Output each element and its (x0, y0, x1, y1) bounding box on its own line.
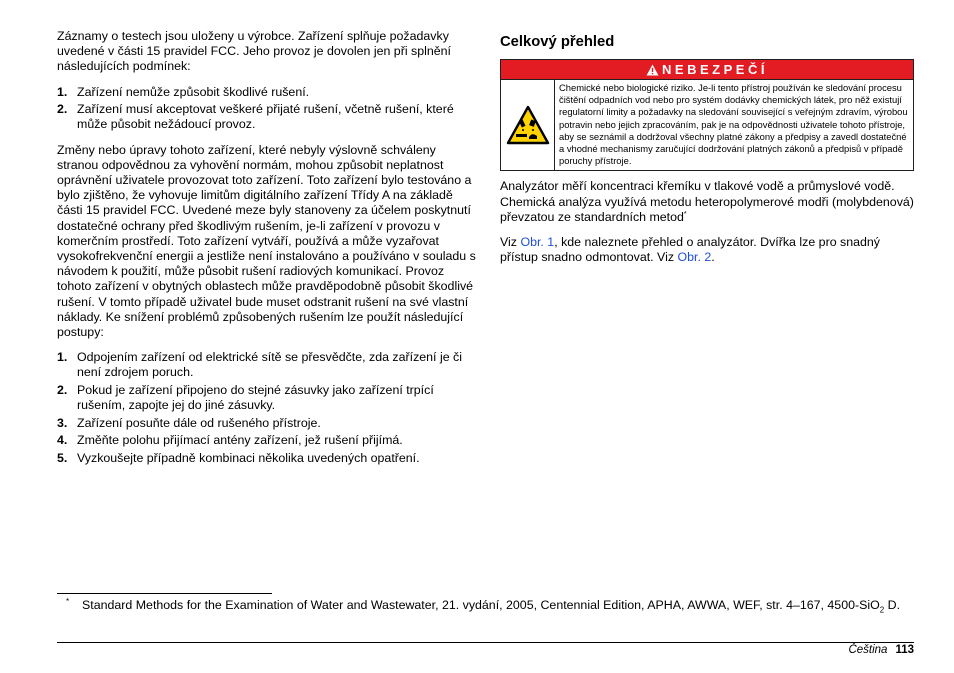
figure-1-link[interactable]: Obr. 1 (520, 235, 555, 250)
overview-text: . (711, 250, 715, 265)
footnote (66, 598, 906, 618)
footnote-ref: * (683, 210, 687, 218)
danger-header (501, 60, 913, 80)
footnote-mark: * (66, 597, 70, 606)
footnote-text-end: D. (884, 598, 901, 612)
list-number: 2. (57, 102, 68, 117)
left-column (57, 29, 477, 476)
footnote-text (66, 598, 906, 618)
footer-language: Čeština (848, 644, 888, 656)
list-number: 5. (57, 450, 68, 465)
overview-text: , kde naleznete přehled o analyzátor. Dvířka lze pro snadný přístup snadno odmontovat. Viz (500, 235, 880, 265)
list-text: Vyzkoušejte případně kombinaci několika uvedených opatření. (77, 450, 420, 465)
list-text: Zařízení posuňte dále od rušeného přístroje. (77, 415, 321, 430)
list-number: 4. (57, 433, 68, 448)
page-footer (848, 644, 914, 656)
figure-2-link[interactable]: Obr. 2 (677, 250, 712, 265)
list-item (57, 350, 477, 380)
list-text: Změňte polohu přijímací antény zařízení, jež rušení přijímá. (77, 433, 403, 448)
list-item (57, 102, 477, 132)
danger-title: NEBEZPEČÍ (662, 62, 768, 77)
footnote-text-main: Standard Methods for the Examination of Water and Wastewater, 21. vydání, 2005, Centennial Edition, APHA, AWWA, WEF, str. 4–167, 4500-SiO (82, 598, 880, 612)
danger-text: Chemické nebo biologické riziko. Je-li tento přístroj používán ke sledování procesu čištění odpadních vod nebo pro systém dodávky chemických látek, pro něž existují regulatorní limity a požadavky na sledování související s veřejným zdravím, výrobou potravin nebo jejich zpracováním, pak je na odpovědnosti uživatele tohoto přístroje, aby se seznámil a dodržoval všechny platné zákony a předpisy a zavedl dostatečné a vhodné mechanismy zaručující dodržování platných zákonů a předpisů v případě poruchy přístroje. (559, 82, 908, 167)
analyzer-paragraph (500, 179, 920, 225)
danger-box (500, 59, 914, 171)
footnote-subscript: 2 (879, 605, 885, 615)
overview-text: Viz (500, 235, 521, 250)
fcc-changes-paragraph: Změny nebo úpravy tohoto zařízení, které nebyly výslovně schváleny stranou odpovědnou za vyhovění normám, mohou způsobit neplatnost oprávnění uživatele provozovat toto zařízení. Toto zařízení bylo testováno a bylo zjištěno, že vyhovuje limitům digitálního zařízení Třídy A na základě části 15 pravidel FCC. Uvedené meze byly stanoveny za účelem poskytnutí dostatečné ochrany před škodlivým rušením, je-li zařízení v provozu v komerčním prostředí. Toto zařízení vytváří, používá a může vyzařovat vysokofrekvenční energii a jestliže není instalováno a používáno v souladu s návodem k použití, může působit rušení radiových komunikací. Provoz tohoto zařízení v obytných oblastech může pravděpodobně působit škodlivé rušení. V tomto případě uživatel bude muset odstranit rušení na své vlastní náklady. Ke snížení problémů způsobených rušením lze použít následující postupy: (57, 142, 476, 339)
list-text: Odpojením zařízení od elektrické sítě se přesvědčte, zda zařízení je či není zdrojem poruch. (77, 350, 462, 380)
interference-steps-list (57, 350, 477, 466)
warning-triangle-icon (646, 62, 659, 81)
list-text: Zařízení nemůže způsobit škodlivé rušení. (77, 84, 310, 99)
danger-body (501, 80, 913, 170)
footer-divider (57, 642, 914, 643)
list-item (57, 433, 477, 448)
corrosive-hazard-icon (501, 80, 555, 170)
list-text: Zařízení musí akceptovat veškeré přijaté rušení, včetně rušení, které může působit nežádoucí provoz. (77, 102, 454, 132)
section-heading: Celkový přehled (500, 34, 615, 50)
list-item (57, 85, 477, 100)
footnote-divider (57, 593, 272, 594)
fcc-intro-paragraph: Záznamy o testech jsou uloženy u výrobce. Zařízení splňuje požadavky uvedené v části 15 pravidel FCC. Jeho provoz je dovolen jen při splnění následujících podmínek: (57, 29, 451, 74)
list-item (57, 451, 477, 466)
overview-paragraph (500, 235, 920, 265)
fcc-conditions-list (57, 85, 477, 133)
list-item (57, 383, 477, 413)
list-number: 2. (57, 382, 68, 397)
right-column (500, 33, 920, 275)
analyzer-text: Analyzátor měří koncentraci křemíku v tlakové vodě a průmyslové vodě. Chemická analýza využívá metodu heteropolymerové modři (molybdenová) převzatou ze standardních metod (500, 179, 914, 224)
page-number: 113 (895, 644, 914, 656)
list-text: Pokud je zařízení připojeno do stejné zásuvky jako zařízení trpící rušením, zapojte jej do jiné zásuvky. (77, 382, 434, 413)
list-number: 3. (57, 415, 68, 430)
list-number: 1. (57, 84, 68, 99)
list-number: 1. (57, 350, 68, 365)
list-item (57, 416, 477, 431)
